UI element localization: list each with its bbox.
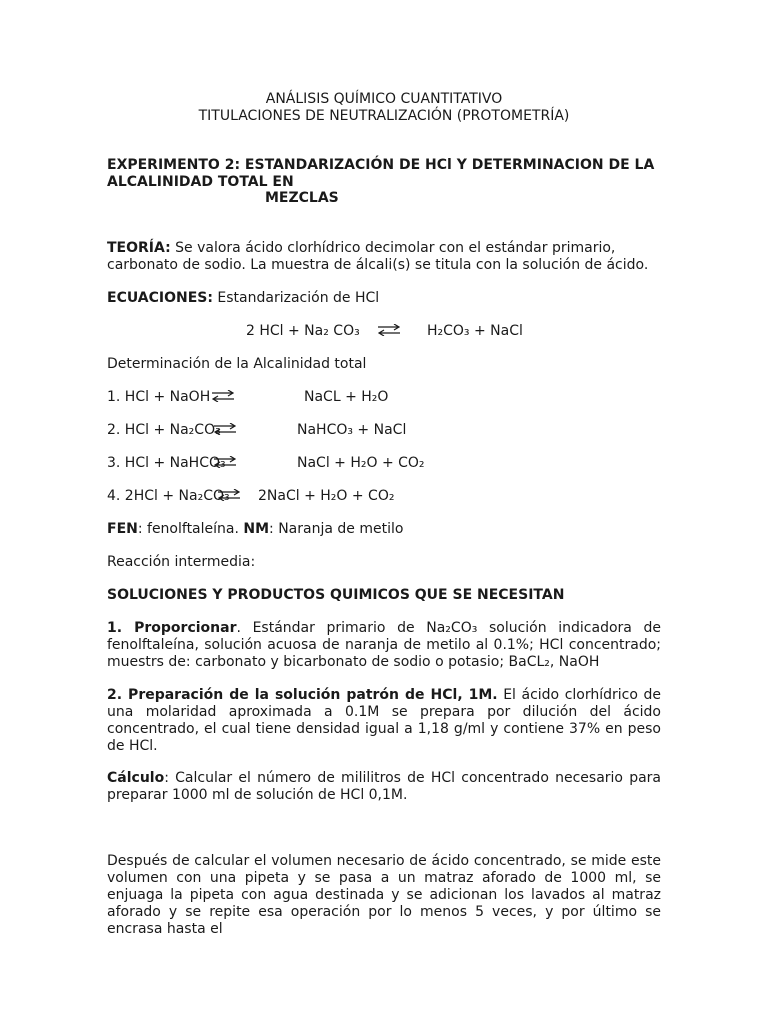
experiment-heading-line-3: MEZCLAS bbox=[265, 190, 339, 206]
equation-2-left: 2. HCl + Na₂CO₃ bbox=[107, 422, 221, 438]
equilibrium-arrow-icon bbox=[376, 324, 402, 336]
equilibrium-arrow-icon bbox=[212, 423, 238, 435]
proporcionar-text: . Estándar primario de Na₂CO₃ solución indicadora de fenolftaleína, solución acuosa de naranja de metilo al 0.1%; HCl concentrado; muestrs de: carbonato y bicarbonato de sodio o potasio; BaCL₂, NaOH bbox=[107, 620, 661, 670]
fen-text: : fenolftaleína. bbox=[137, 521, 244, 537]
ecuaciones-text: Estandarización de HCl bbox=[212, 290, 380, 306]
teoria-line-1 bbox=[107, 240, 615, 257]
equation-2-right: NaHCO₃ + NaCl bbox=[297, 422, 407, 438]
title-line-2: TITULACIONES DE NEUTRALIZACIÓN (PROTOMETRÍA) bbox=[198, 108, 570, 124]
reaccion-intermedia: Reacción intermedia: bbox=[107, 554, 256, 570]
std-equation-left: 2 HCl + Na₂ CO₃ bbox=[246, 323, 360, 339]
experiment-heading-line-2: ALCALINIDAD TOTAL EN bbox=[107, 174, 294, 190]
preparacion-text: El ácido clorhídrico de una molaridad aproximada a 0.1M se prepara por dilución del ácido concentrado, el cual tiene densidad igual a 1,18 g/ml y contiene 37% en peso de HCl. bbox=[107, 687, 661, 754]
despues-paragraph: Después de calcular el volumen necesario de ácido concentrado, se mide este volumen con una pipeta y se pasa a un matraz aforado de 1000 ml, se enjuaga la pipeta con agua destinada y se adicionan los lavados al matraz aforado y se repite esa operación por lo menos 5 veces, y por último se encrasa hasta el bbox=[107, 853, 661, 937]
fen-label: FEN bbox=[107, 521, 138, 537]
std-equation-right: H₂CO₃ + NaCl bbox=[427, 323, 523, 339]
equation-4-right: 2NaCl + H₂O + CO₂ bbox=[258, 488, 395, 504]
nm-text: : Naranja de metilo bbox=[269, 521, 404, 537]
preparacion-paragraph bbox=[107, 687, 661, 755]
equation-1-left: 1. HCl + NaOH bbox=[107, 389, 211, 405]
calculo-text: : Calcular el número de mililitros de HCl concentrado necesario para preparar 1000 ml de solución de HCl 0,1M. bbox=[107, 770, 661, 803]
calculo-paragraph bbox=[107, 770, 661, 804]
equation-1-right: NaCL + H₂O bbox=[304, 389, 389, 405]
ecuaciones-line bbox=[107, 290, 379, 307]
indicadores-line bbox=[107, 521, 403, 538]
teoria-line-2: carbonato de sodio. La muestra de álcali(s) se titula con la solución de ácido. bbox=[107, 257, 649, 273]
equilibrium-arrow-icon bbox=[216, 489, 242, 501]
title-line-1: ANÁLISIS QUÍMICO CUANTITATIVO bbox=[265, 91, 503, 107]
alcalinidad-heading: Determinación de la Alcalinidad total bbox=[107, 356, 367, 372]
equilibrium-arrow-icon bbox=[212, 456, 238, 468]
experiment-heading-line-1: EXPERIMENTO 2: ESTANDARIZACIÓN DE HCl Y DETERMINACION DE LA bbox=[107, 157, 655, 173]
ecuaciones-label: ECUACIONES: bbox=[107, 290, 213, 306]
nm-label: NM bbox=[243, 521, 270, 537]
equation-4-left: 4. 2HCl + Na₂CO₃ bbox=[107, 488, 230, 504]
equilibrium-arrow-icon bbox=[210, 390, 236, 402]
proporcionar-paragraph bbox=[107, 620, 661, 671]
calculo-label: Cálculo bbox=[107, 770, 165, 786]
equation-3-left: 3. HCl + NaHCO₃ bbox=[107, 455, 226, 471]
teoria-label: TEORÍA: bbox=[107, 240, 171, 256]
proporcionar-label: 1. Proporcionar bbox=[107, 620, 237, 636]
equation-3-right: NaCl + H₂O + CO₂ bbox=[297, 455, 425, 471]
teoria-text-1: Se valora ácido clorhídrico decimolar con el estándar primario, bbox=[170, 240, 616, 256]
preparacion-label: 2. Preparación de la solución patrón de HCl, 1M. bbox=[107, 687, 498, 703]
soluciones-heading: SOLUCIONES Y PRODUCTOS QUIMICOS QUE SE NECESITAN bbox=[107, 587, 565, 603]
